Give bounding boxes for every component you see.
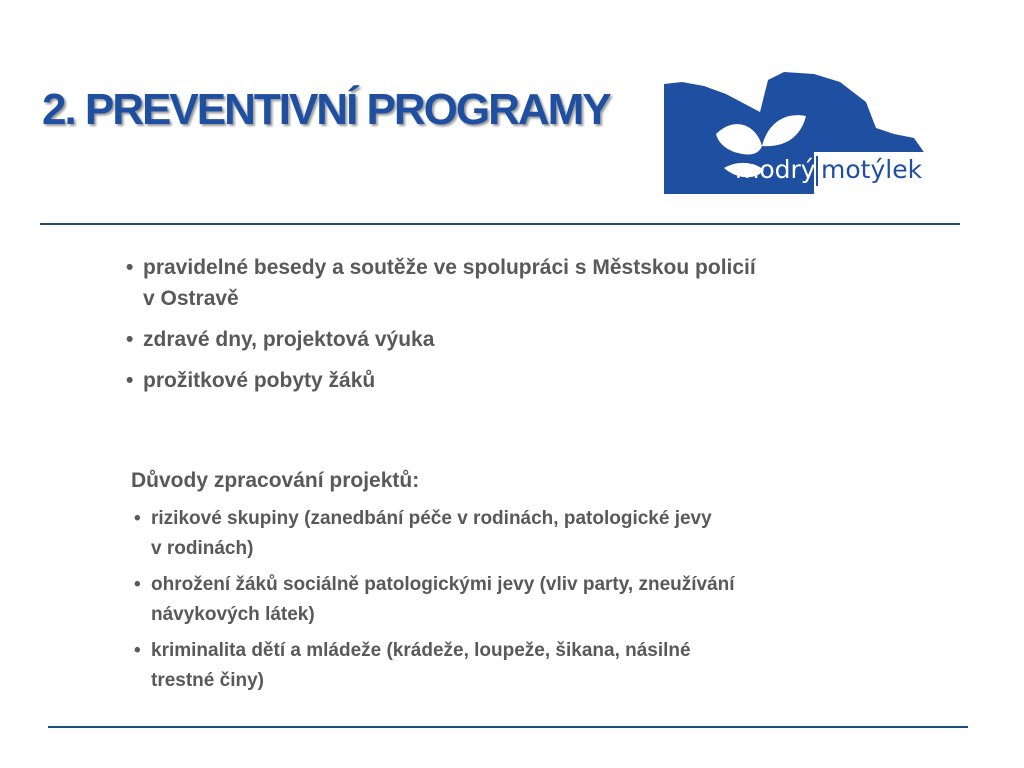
bullet-icon: •: [134, 574, 141, 595]
slide-title: 2. PREVENTIVNÍ PROGRAMY: [42, 85, 610, 134]
top-divider: [40, 223, 960, 225]
list-item: [126, 252, 933, 314]
list-item: [134, 636, 891, 696]
bullet-icon: •: [126, 256, 134, 279]
programs-list: [126, 252, 933, 406]
list-item-text: prožitkové pobyty žáků: [143, 369, 376, 392]
bullet-icon: •: [134, 508, 141, 529]
list-item-text: trestné činy): [151, 670, 264, 691]
list-item-text: pravidelné besedy a soutěže ve spolupráci s Městskou policií: [143, 256, 756, 279]
list-item-text: v rodinách): [151, 538, 254, 559]
list-item: [134, 504, 891, 564]
list-item-text: návykových látek): [151, 604, 315, 625]
bullet-icon: •: [126, 369, 134, 392]
reasons-list: [134, 504, 891, 702]
logo-text-modry: modrý: [735, 155, 816, 184]
list-item: [126, 365, 933, 396]
bottom-divider: [48, 726, 968, 728]
list-item-text: kriminalita dětí a mládeže (krádeže, loupeže, šikana, násilné: [151, 640, 691, 661]
reasons-heading: Důvody zpracování projektů:: [131, 469, 420, 492]
bullet-icon: •: [134, 640, 141, 661]
logo-text-motylek: motýlek: [821, 155, 923, 184]
list-item-text: v Ostravě: [143, 287, 239, 310]
list-item: [134, 570, 891, 630]
list-item-text: zdravé dny, projektová výuka: [143, 328, 435, 351]
list-item-text: ohrožení žáků sociálně patologickými jevy (vliv party, zneužívání: [151, 574, 735, 595]
list-item: [126, 324, 933, 355]
list-item-text: rizikové skupiny (zanedbání péče v rodinách, patologické jevy: [151, 508, 712, 529]
bullet-icon: •: [126, 328, 134, 351]
